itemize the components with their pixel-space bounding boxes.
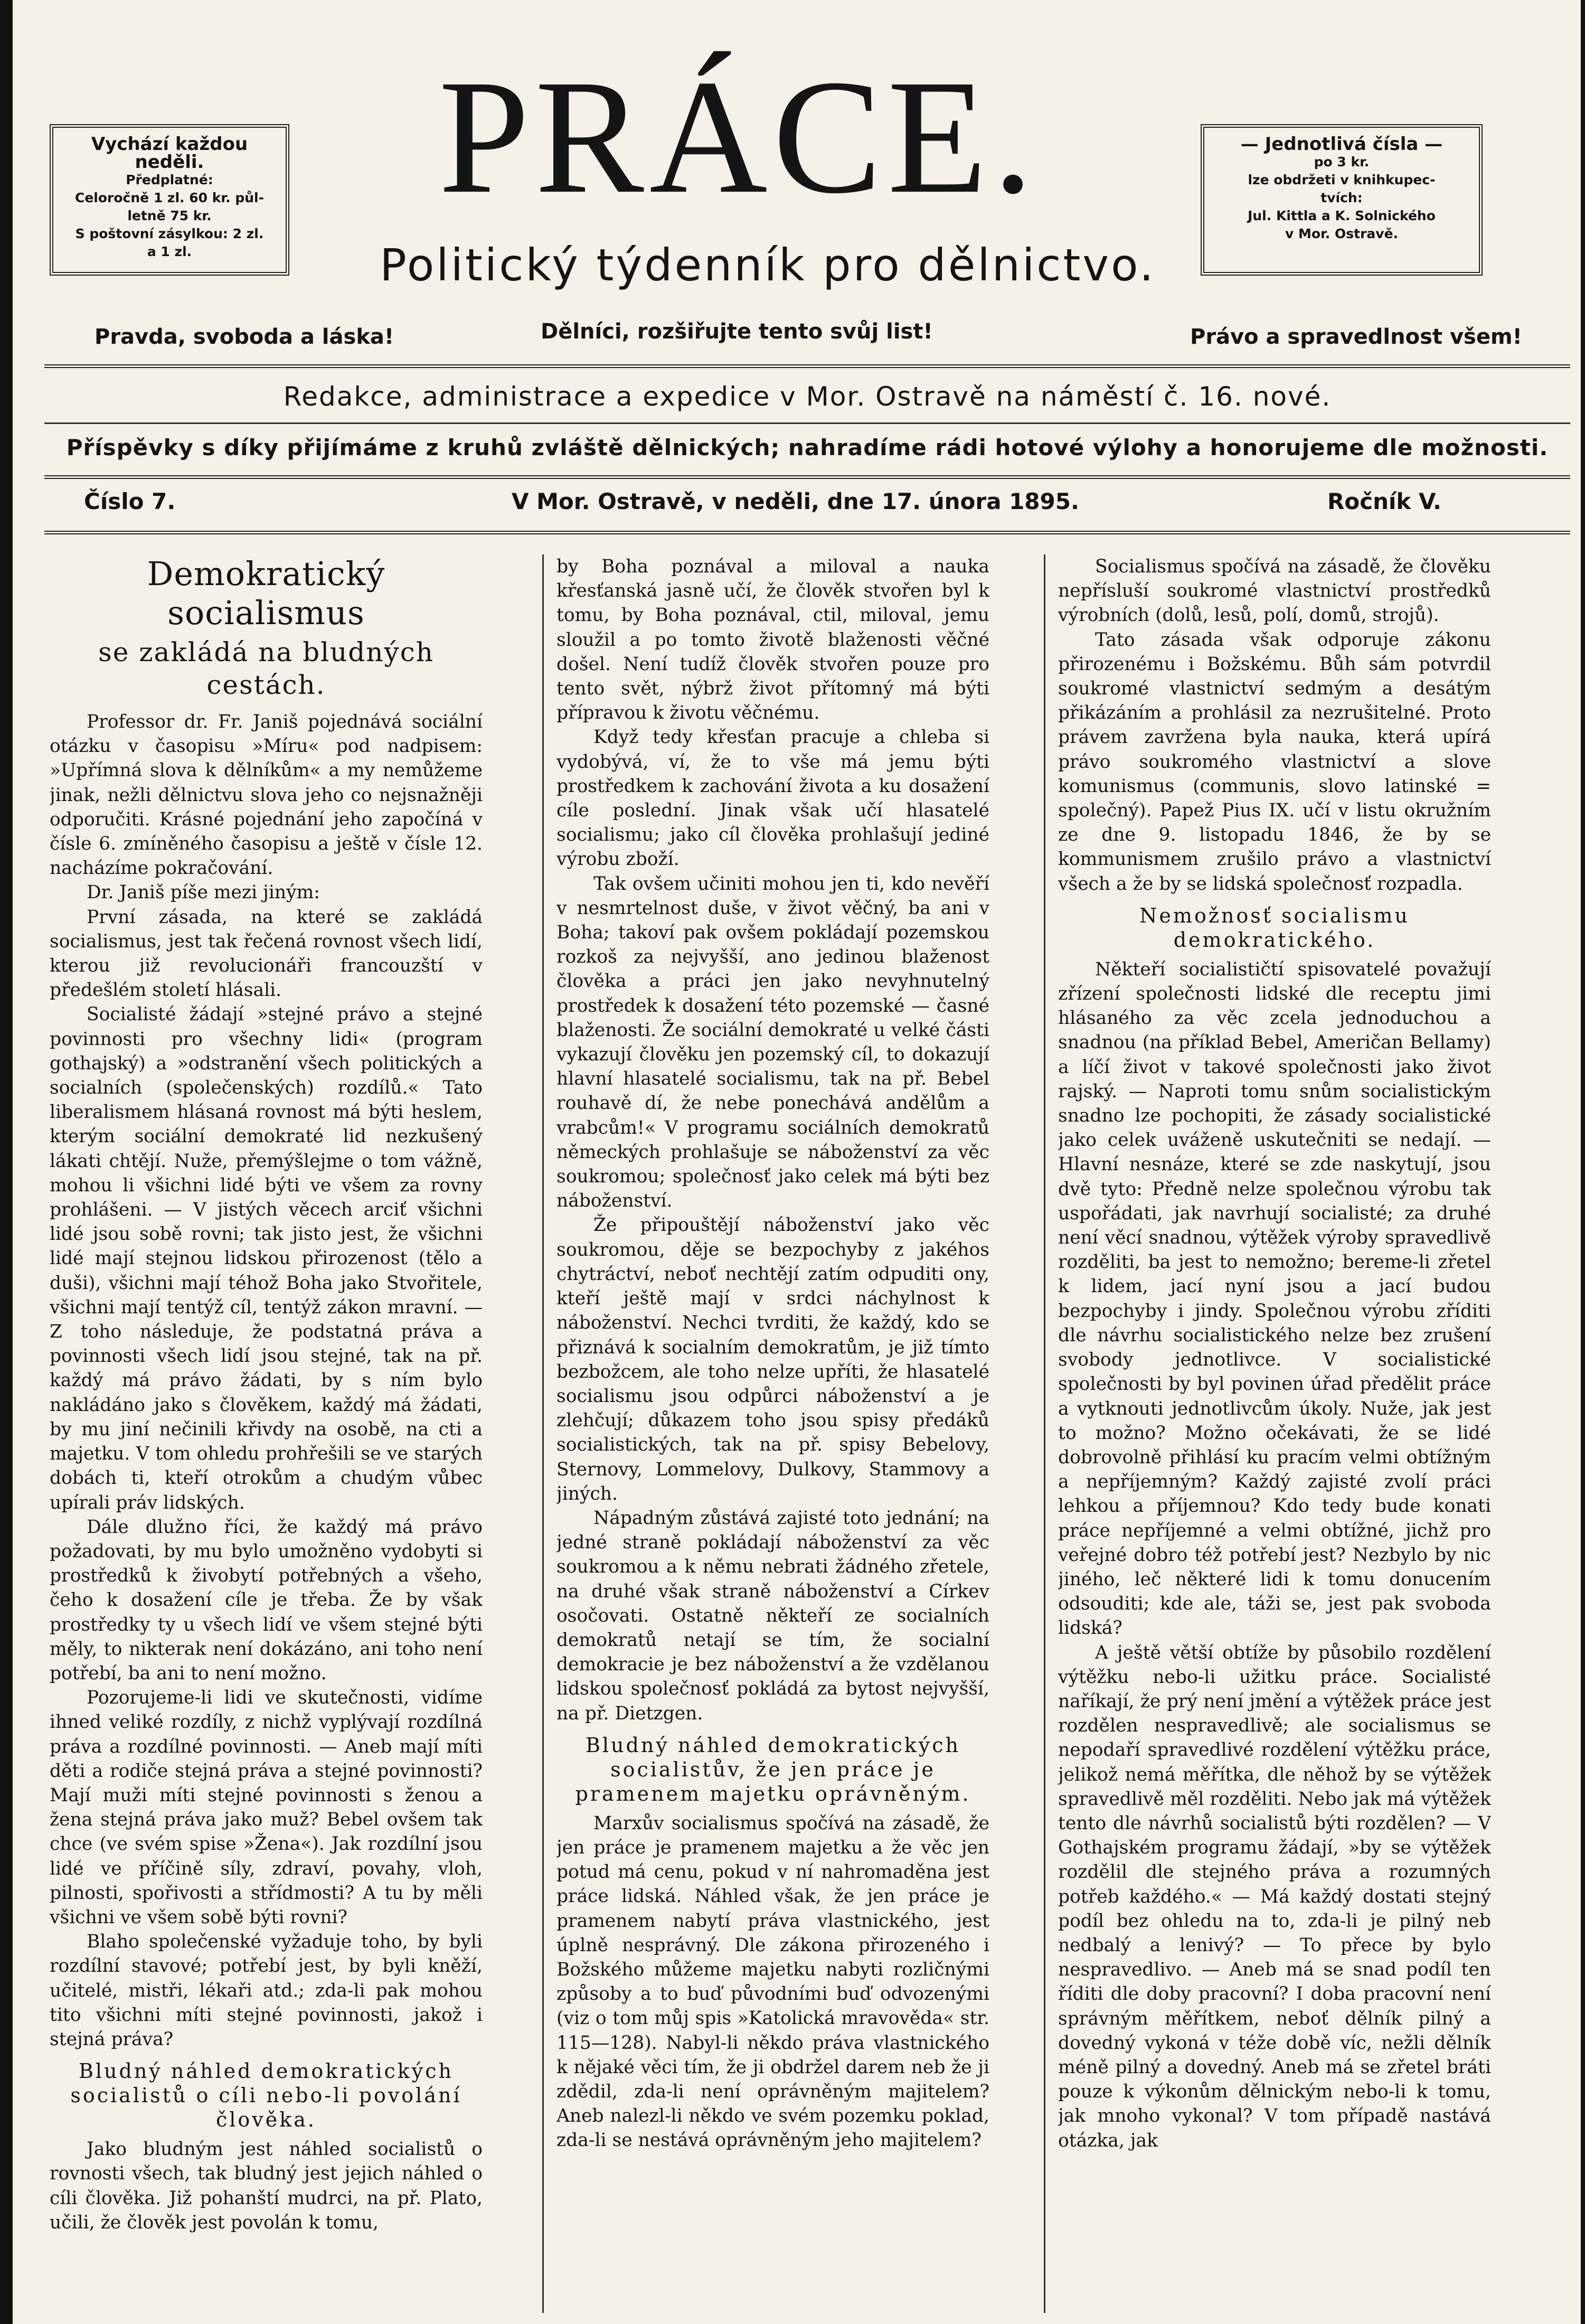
single-copy-line: lze obdržeti v knihkupec- — [1248, 172, 1436, 187]
paragraph: Jako bludným jest náhled socialistů o rovnosti všech, tak bludný jest jejich náhled o cíli člověka. Již pohanští mudrci, na př. Plato, učili, že člověk jest povolán k tomu, — [50, 2139, 483, 2233]
subscription-heading: Vychází každou neděli. — [91, 134, 248, 173]
issue-number: Číslo 7. — [84, 488, 176, 514]
paragraph: Tato zásada však odporuje zákonu přirozenému i Božskému. Bůh sám potvrdil soukromé vlastnictví sedmým a desátým přikázáním a prohlásil za nezrušitelné. Proto právem zavržena byla nauka, která upírá právo soukromého vlastnictví a slove komunismus (communis, slovo latinské = společný). Papež Pius IX. učí v listu okružním ze dne 9. listopadu 1846, že by se kommunismem zrušilo právo a vlastnictví všech a že by se lidská společnosť rozpadla. — [1058, 629, 1491, 895]
paragraph: První zásada, na které se zakládá socialismus, jest tak řečená rovnost všech lidí, kterou již revolucionáři francouzští v předešlém století hlásali. — [50, 906, 483, 1001]
single-copy-line: tvích: — [1320, 190, 1363, 205]
single-copy-line: v Mor. Ostravě. — [1285, 226, 1399, 241]
issue-date: V Mor. Ostravě, v neděli, dne 17. února 1895. — [512, 488, 1079, 514]
single-copy-heading: — Jednotlivá čísla — — [1240, 134, 1443, 155]
dateline-rule — [44, 531, 1570, 534]
masthead-rule — [44, 364, 1570, 368]
paragraph: Že připouštějí náboženství jako věc soukromou, děje se bezpochyby z jakéhos chytráctví, neboť nechtějí zatím odpuditi ony, kteří ještě mají v srdci náchylnost k náboženství. Nechci tvrditi, že každý, kdo se přiznává k socialním demokratům, je již tímto bezbožcem, ale toho nelze upříti, že hlasatelé socialismu jsou odpůrci náboženství a je zlehčují; důkazem toho jsou spisy předáků socialistických, tak na př. spisy Bebelovy, Sternovy, Lommelovy, Dulkovy, Stammovy a jiných. — [556, 1215, 989, 1504]
column-divider — [542, 554, 544, 2313]
article-title: Demokratický socialismus — [147, 554, 385, 632]
motto-center: Dělníci, rozšiřujte tento svůj list! — [541, 319, 933, 344]
address-rule — [44, 422, 1570, 424]
paragraph: by Boha poznával a miloval a nauka křesťanská jasně učí, že člověk stvořen byl k tomu, by Boha poznával, ctil, miloval, jemu sloužil a po tomto životě blaženosti věčné došel. Není tudíž člověk stvořen pouze pro tento svět, nýbrž život přítomný má býti přípravou k životu věčnému. — [556, 556, 989, 724]
motto-right: Právo a spravedlnost všem! — [1190, 325, 1522, 349]
paragraph: Tak ovšem učiniti mohou jen ti, kdo nevěří v nesmrtelnost duše, v život věčný, ba ani v Boha; takoví pak ovšem pokládají pozemskou rozkoš za nejvyšší, ano jedinou blaženost člověka a práci jen jako nevyhnutelný prostředek k dosažení této pozemské — časné blaženosti. Že sociální demokraté u velké části vykazují člověku jen pozemský cíl, to dokazují hlavní hlasatelé socialismu, tak na př. Bebel rouhavě dí, že nebe ponechává andělům a vrabcům!« V programu sociálních demokratů německých prohlašuje se náboženství za věc soukromou; společnosť jako celek má býti bez náboženství. — [556, 873, 989, 1212]
column-2 — [556, 554, 989, 2313]
paragraph: Někteří socialističtí spisovatelé považují zřízení společnosti lidské dle receptu jimi hlásaného za věc zcela jednoduchou a snadnou (na příklad Bebel, Američan Bellamy) a líčí život v takové společnosti jako život rajský. — Naproti tomu snům socialistickým snadno lze pochopiti, že zásady socialistické jako celek uváženě uskutečniti se nedají. — Hlavní nesnáze, které se zde naskytují, jsou dvě tyto: Předně nelze společnou výrobu tak uspořádati, jak navrhují socialisté; za druhé není věcí snadnou, výtěžek výroby spravedlivě rozděliti, ba jest to nemožno; bereme-li zřetel k lidem, jací nyní jsou a jací budou bezpochyby i jindy. Společnou výrobu zříditi dle návrhu socialistického nelze bez zrušení svobody jednotlivce. V socialistické společnosti by byl povinen úřad předělit práce a vytknouti jednotlivcům úkoly. Nuže, jak jest to možno? Možno očekávati, že se lidé dobrovolně přihlásí ku pracím velmi obtížným a nepříjemným? Každý zajisté zvolí práci lehkou a příjemnou? Kdo tedy bude konati práce nepříjemné a velmi obtížné, jichž pro veřejné dobro též potřebí jest? Nezbylo by nic jiného, leč některé lidi k tomu donucením odsouditi; kde ale, táži se, jest pak svoboda lidská? — [1058, 958, 1491, 1639]
paragraph: Pozorujeme-li lidi ve skutečnosti, vidíme ihned veliké rozdíly, z nichž vyplývají rozdílná práva a rozdílné povinnosti. — Aneb mají míti děti a rodiče stejná práva a stejné povinnosti? Mají muži míti stejné povinnosti s ženou a žena stejná práva jako muž? Bebel ovšem tak chce (ve svém spise »Žena«). Jak rozdílní jsou lidé ve příčině síly, zdraví, povahy, vloh, pilnosti, spořivosti a střídmosti? A tu by měli všichni ve všem sobě býti rovni? — [50, 1687, 483, 1928]
newspaper-subtitle: Politický týdenník pro dělnictvo. — [380, 239, 1156, 291]
subscription-line: Předplatné: — [126, 172, 213, 187]
paragraph: Blaho společenské vyžaduje toho, by byli rozdílní stavové; potřebí jest, by byli kněží, učitelé, mistři, lékaři atd.; zda-li pak mohou tito všichni míti stejné povinnosti, jakož i stejná práva? — [50, 1931, 483, 2050]
section-heading: Bludný náhled demokratických socialistů o cíli nebo-li povolání člověka. — [70, 2059, 462, 2132]
subscription-line: letně 75 kr. — [127, 208, 212, 223]
motto-left: Pravda, svoboda a láska! — [95, 325, 394, 349]
column-3 — [1058, 554, 1491, 2313]
contributions-notice: Příspěvky s díky přijímáme z kruhů zvláště dělnických; nahradíme rádi hotové výlohy a honorujeme dle možnosti. — [66, 435, 1549, 460]
paragraph: Marxův socialismus spočívá na zásadě, že jen práce je pramenem majetku a že věc jen potud má cenu, pokud v ní nahromaděna jest práce lidská. Náhled však, že jen práce je pramenem nabytí práva vlastnického, jest úplně nesprávný. Dle zákona přirozeného i Božského můžeme majetku nabyti rozličnými způsoby a to buď původními buď odvozenými (viz o tom můj spis »Katolická mravověda« str. 115—128). Nabyl-li někdo práva vlastnického k nějaké věci tím, že ji obdržel darem neb že ji zdědil, zda-li není oprávněným majitelem? Aneb nalezl-li někdo ve svém pozemku poklad, zda-li se nestává oprávněným jeho majitelem? — [556, 1812, 989, 2151]
newspaper-title: PRÁCE. — [438, 46, 1039, 228]
section-heading: Nemožnosť socialismu demokratického. — [1139, 904, 1410, 952]
paragraph: Professor dr. Fr. Janiš pojednává sociální otázku v časopisu »Míru« pod nadpisem: »Upřímná slova k dělníkům« a my nemůžeme jinak, nežli dělnictvu slova jeho co nejsnažněji odporučiti. Krásné pojednání jeho započíná v čísle 6. zmíněného časopisu a ještě v čísle 12. nacházíme pokračování. — [50, 711, 483, 879]
paragraph: Dále dlužno říci, že každý má právo požadovati, by mu bylo umožněno vydobyti si prostředků k živobytí potřebných a všeho, čeho k dosažení cíle je třeba. Že by však prostředky ty u všech lidí ve všem stejné býti měly, to nikterak není dokázáno, ani toho není potřebí, ba ani to není možno. — [50, 1516, 483, 1684]
subscription-box — [50, 124, 289, 276]
subscription-line: Celoročně 1 zl. 60 kr. půl- — [75, 190, 264, 205]
paragraph: Když tedy křesťan pracuje a chleba si vydobývá, ví, že to vše má jemu býti prostředkem k zachování života a ku dosažení cíle poslední. Jinak však učí hlasatelé socialismu; jako cíl člověka prohlašují jediné výrobu zboží. — [556, 727, 989, 870]
single-copy-box — [1201, 124, 1483, 276]
paragraph: Nápadným zůstává zajisté toto jednání; na jedné straně pokládají náboženství za věc soukromou a k němu nebrati žádného zřetele, na druhé však straně náboženství a Církev osočovati. Ostatně někteří ze socialních demokratů netají se tím, že socialní demokracie je bez náboženství a že vzdělanou lidskou společnosť pokládá za bytost nejvyšší, na př. Dietzgen. — [556, 1507, 989, 1724]
single-copy-line: po 3 kr. — [1314, 154, 1370, 170]
paragraph: Dr. Janiš píše mezi jiným: — [87, 882, 320, 904]
volume-number: Ročník V. — [1327, 488, 1441, 514]
subscription-line: S poštovní zásylkou: 2 zl. — [75, 226, 264, 241]
section-heading: Bludný náhled demokratických socialistův, že jen práce je pramenem majetku oprávněným. — [575, 1733, 971, 1805]
editorial-address: Redakce, administrace a expedice v Mor. Ostravě na náměstí č. 16. nové. — [283, 381, 1332, 412]
column-1 — [50, 554, 483, 2313]
paragraph: A ještě větší obtíže by působilo rozdělení výtěžku nebo-li užitku práce. Socialisté naříkají, že prý není jmění a výtěžek práce jest rozdělen nespravedlivě; ale socialismus se nepodaří spravedlivé rozdělení výtěžku práce, jelikož nemá měřítka, dle něhož by se výtěžek spravedlivě měl rozděliti. Nebo jak má výtěžek tento dle návrhů socialistů býti rozdělen? — V Gothajském programu žádají, »by se výtěžek rozdělil dle stejného práva a rozumných potřeb každého.« — Má každý dostati stejný podíl bez ohledu na to, zda-li je pilný neb nedbalý a lenivý? — To přece by bylo nespravedlivo. — Aneb má se snad podíl ten říditi dle doby pracovní? I doba pracovní není správným měřítkem, neboť dělník pilný a dovedný vykoná v téže době víc, nežli dělník méně pilný a dovedný. Aneb má se zřetel bráti pouze k výkonům dělnickým nebo-li k tomu, jak mnoho vykonal? V tom případě nastává otázka, jak — [1058, 1642, 1491, 2151]
single-copy-line: Jul. Kittla a K. Solnického — [1248, 208, 1436, 223]
newspaper-page — [13, 0, 1581, 2324]
paragraph: Socialismus spočívá na zásadě, že člověku nepřísluší soukromé vlastnictví prostředků výrobních (dolů, lesů, polí, domů, strojů). — [1058, 556, 1491, 626]
article-subtitle: se zakládá na bludných cestách. — [98, 637, 434, 700]
notice-rule — [44, 475, 1570, 479]
paragraph: Socialisté žádají »stejné právo a stejné povinnosti pro všechny lidi« (program gothajský) a »odstranění všech politických a socialních (společenských) rozdílů.« Tato liberalismem hlásaná rovnost má býti heslem, kterým sociální demokraté lid nezkušený lákati chtějí. Nuže, přemýšlejme o tom vážně, mohou li všichni lidé býti ve všem za rovny prohlášeni. — V jistých věcech arciť všichni lidé jsou sobě rovni; tak jisto jest, že všichni lidé mají stejnou lidskou přirozenost (tělo a duši), všichni mají téhož Boha jako Stvořitele, všichni mají tentýž cíl, tentýž zákon mravní. — Z toho následuje, že podstatná práva a povinnosti všech lidí jsou stejné, tak na př. každý má právo žádati, by s ním bylo nakládáno jako s člověkem, každý má žádati, by mu jiní nečinili křivdy na osobě, na cti a majetku. V tom ohledu prohřešili se ve starých dobách ti, kteří otrokům a chudým vůbec upírali práv lidských. — [50, 1004, 483, 1513]
column-divider — [1044, 554, 1045, 2313]
subscription-line: a 1 zl. — [147, 244, 192, 259]
